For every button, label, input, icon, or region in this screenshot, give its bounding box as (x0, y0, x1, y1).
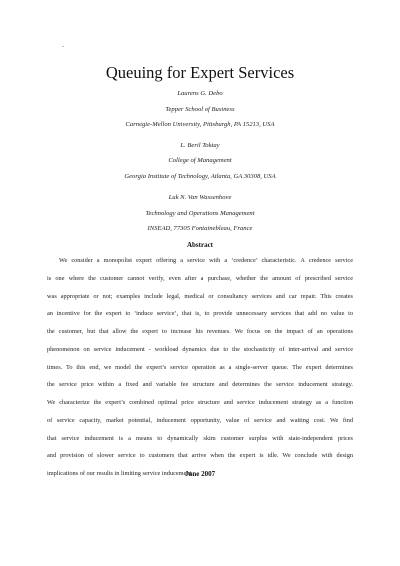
author-name: Laurens G. Debo (177, 90, 223, 97)
abstract-line: of service capacity, market potential, inducement opportunity, value of service and waiting cost. We find (47, 416, 353, 424)
abstract-line: and provision of slower service to customers that arrive when the expert is idle. We conclude with design (47, 452, 353, 460)
abstract-line: the service price within a fixed and variable fee structure and determines the service inducement strategy. (47, 381, 353, 389)
abstract-line: the customer, but that allow the expert to increase his revenues. We focus on the impact of an operations (47, 328, 353, 335)
abstract-line: was appropriate or not; examples include legal, medical or consultancy services and car repair. This creates (47, 292, 353, 300)
abstract-line: phenomenon on service inducement - workload dynamics due to the stochasticity of inter-arrival and service (47, 345, 353, 353)
abstract-heading: Abstract (186, 241, 214, 249)
corner-mark: - (62, 43, 65, 50)
author-address: Carnegie-Mellon University, Pittsburgh, PA 15213, USA (125, 121, 275, 128)
author-affiliation: Technology and Operations Management (145, 210, 255, 217)
author-name: L. Beril Toktay (180, 142, 220, 149)
abstract-line: an incentive for the expert to ‘induce service’, that is, to provide unnecessary services that add no value to (47, 310, 353, 318)
abstract-line: times. To this end, we model the expert’s service operation as a single-server queue. The expert determines (47, 363, 353, 371)
author-affiliation: College of Management (168, 157, 232, 164)
abstract-line: We consider a monopolist expert offering a service with a ‘credence’ characteristic. A credence service (59, 257, 353, 264)
abstract-line: that service inducement is a means to dynamically skim customer surplus with state-independent prices (47, 434, 353, 442)
paper-title: Queuing for Expert Services (105, 63, 295, 82)
abstract-line: We characterize the expert’s combined optimal price structure and service inducement strategy as a function (47, 399, 353, 406)
publication-date: June 2007 (184, 470, 216, 478)
author-affiliation: Tepper School of Business (165, 106, 235, 113)
author-address: INSEAD, 77305 Fontainebleau, France (147, 225, 253, 232)
abstract-line: is one where the customer cannot verify, even after a purchase, whether the amount of prescribed service (47, 274, 353, 282)
abstract-body (47, 256, 353, 487)
author-name: Luk N. Van Wassenhove (168, 194, 232, 201)
author-address: Georgia Institute of Technology, Atlanta, GA 30308, USA (124, 173, 276, 180)
abstract-line: implications of our results in limiting service inducement. (47, 470, 193, 477)
